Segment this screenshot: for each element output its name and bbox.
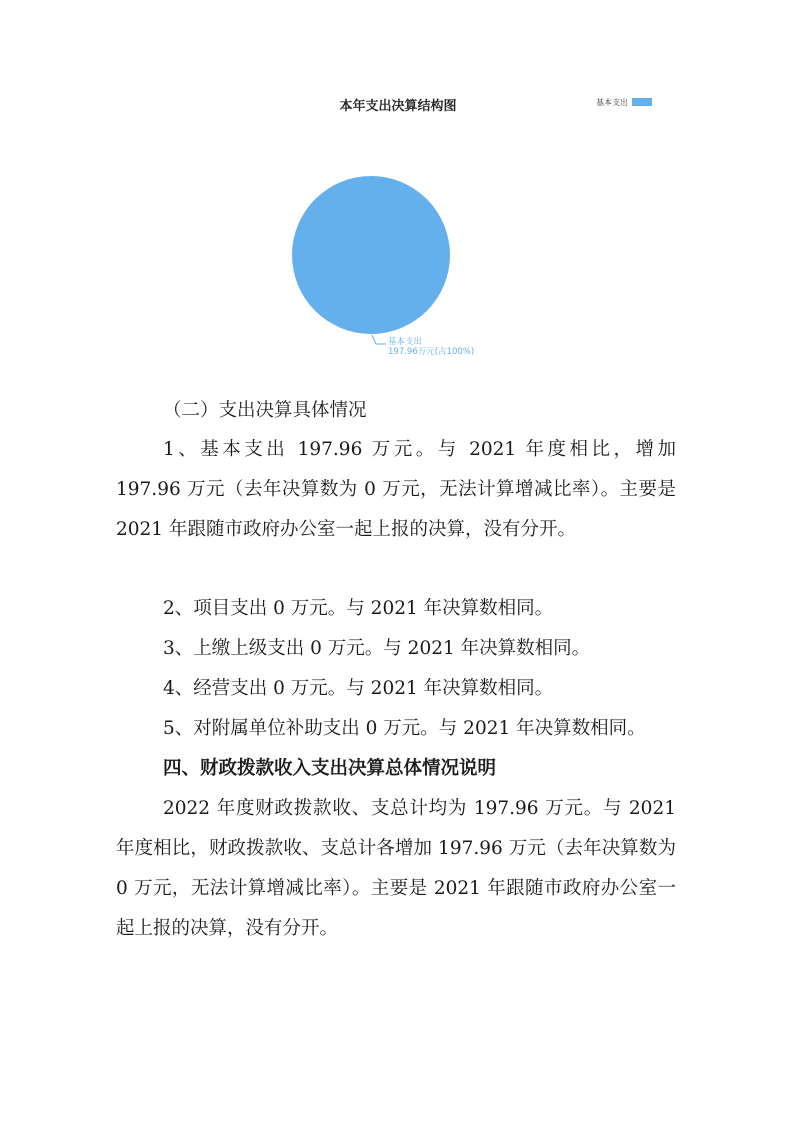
paragraph-operating-expenditure: 4、经营支出 0 万元。与 2021 年决算数相同。 <box>163 678 554 699</box>
expenditure-pie-chart <box>0 0 794 370</box>
paragraph-upper-level-expenditure: 3、上缴上级支出 0 万元。与 2021 年决算数相同。 <box>163 638 591 659</box>
section-2-heading: （二）支出决算具体情况 <box>163 400 367 421</box>
paragraph-subsidiary-subsidy: 5、对附属单位补助支出 0 万元。与 2021 年决算数相同。 <box>163 718 646 739</box>
section-4-heading: 四、财政拨款收入支出决算总体情况说明 <box>163 758 497 779</box>
paragraph-project-expenditure: 2、项目支出 0 万元。与 2021 年决算数相同。 <box>163 598 554 619</box>
paragraph-fiscal-summary: 2022 年度财政拨款收、支总计均为 197.96 万元。与 2021 年度相比，财政拨款收、支总计各增加 197.96 万元（去年决算数为 0 万元，无法计算增减比率）。主要是 2021 年跟随市政府办公室一起上报的决算，没有分开。 <box>116 798 676 939</box>
legend-label-basic: 基本支出 <box>596 98 628 107</box>
pie-slices <box>292 176 450 334</box>
slice-label-name: 基本支出 <box>388 337 423 347</box>
chart-title: 本年支出决算结构图 <box>339 99 457 114</box>
slice-label-value: 197.96万元(占100%) <box>388 347 475 357</box>
slice-leader-line <box>372 335 386 344</box>
legend-swatch-basic <box>632 98 652 106</box>
paragraph-basic-expenditure: 1、基本支出 197.96 万元。与 2021 年度相比，增加 197.96 万元（去年决算数为 0 万元，无法计算增减比率）。主要是 2021 年跟随市政府办公室一起上报的决算，没有分开。 <box>116 439 676 540</box>
pie-slice-0 <box>292 176 450 334</box>
